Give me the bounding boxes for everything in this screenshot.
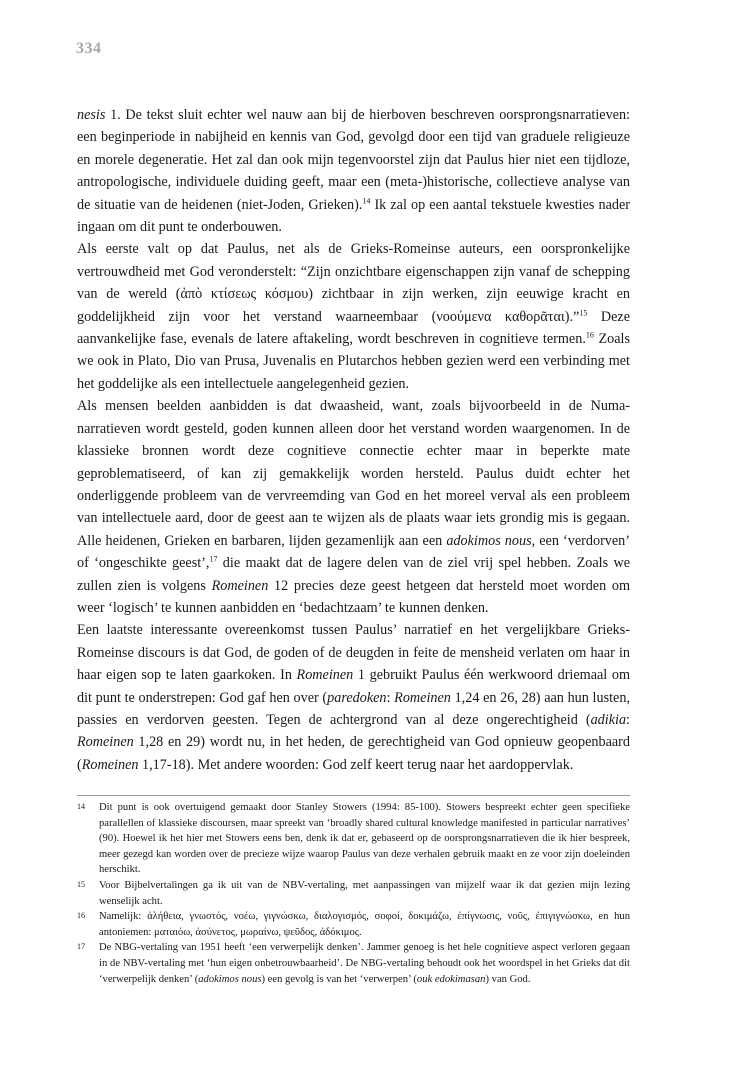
italic-text: Romeinen (394, 689, 451, 706)
text-run: 12 precies deze geest hetgeen dat hersteld moet worden om weer ‘logisch’ te kunnen aanbidden en ‘bedachtzaam’ te kunnen denken. (77, 577, 630, 616)
body-text (77, 104, 630, 776)
footnote-text (99, 878, 630, 909)
footnote-text (99, 909, 630, 940)
italic-text: Romeinen (81, 756, 139, 773)
italic-text: nesis (77, 107, 106, 123)
text-run: 1,17-18). Met andere woorden: God zelf keert terug naar het aardoppervlak. (138, 756, 574, 773)
italic-text: adokimos nous (446, 532, 532, 549)
paragraph (77, 395, 630, 619)
text-run: Als mensen beelden aanbidden is dat dwaasheid, want, zoals bijvoorbeeld in de Numa-narratieven wordt gesteld, goden kunnen alleen door het verstand worden waargenomen. In de klassieke bronnen wordt deze cognitieve connectie echter maar in beperkte mate geproblematiseerd, of kan zij gemakkelijk worden hersteld. Paulus duidt echter het onderliggende probleem van de vervreemding van God en het moreel verval als een probleem van intellectuele aard, door de geest aan te wijzen als de plaats waar iets grondig mis is gegaan. Alle heidenen, Grieken en barbaren, lijden gezamenlijk aan een (77, 398, 630, 549)
footnote-text (99, 800, 630, 878)
footnote-number: 14 (77, 802, 85, 811)
text-run: : (626, 711, 630, 728)
paragraph (77, 619, 630, 776)
footnote-number: 15 (77, 879, 85, 889)
italic-text: Romeinen (296, 667, 354, 684)
text-run: 1,24 en 26, 28) aan hun lusten, passies en verdorven geesten. Tegen de achtergrond van al deze ongerechtigheid ( (77, 689, 630, 728)
italic-text: ouk edokimasan (416, 973, 486, 985)
text-run: 1. De tekst sluit echter wel nauw aan bij de hierboven beschreven oorsprongsnarratieven: een beginperiode in nabijheid en kennis van God, gevolgd door een tijd van graduele religieuze en morele degeneratie. Het zal dan ook mijn tegenvoorstel zijn dat Paulus hier niet een tijdloze, antropologische, individuele duiding geeft, maar een (meta-)historische, collectieve analyse van de situatie van de heidenen (niet-Joden, Grieken). (77, 107, 630, 213)
text-run: Ik zal op een aantal tekstuele kwesties nader ingaan om dit punt te onderbouwen. (77, 196, 630, 236)
text-run: Zoals we ook in Plato, Dio van Prusa, Juvenalis en Plutarchos hebben gezien werd een verbinding met het goddelijke als een intellectuele aangelegenheid gezien. (77, 331, 630, 392)
text-run: 1 gebruikt Paulus één werkwoord driemaal om dit punt te onderstrepen: God gaf hen over ( (77, 667, 630, 706)
italic-text: Romeinen (211, 577, 269, 594)
italic-text: paredoken (327, 689, 387, 706)
footnote-number: 17 (77, 942, 85, 952)
footnote (77, 940, 630, 987)
text-run: Dit punt is ook overtuigend gemaakt door Stanley Stowers (1994: 85-100). Stowers bespreekt echter geen specifieke parallellen of klassieke discoursen, maar spreekt van ‘broadly shared cultural knowledge manifested in particular narratives’ (90). Hoewel ik het hier met Stowers eens ben, denk ik dat er, gebaseerd op de oorsprongsnarratieven die ik hier bespreek, meer gezegd kan worden over de precieze wijze waarop Paulus van deze verhalen gebruik maakt en ze voor zijn doeleinden herschikt. (99, 802, 630, 876)
text-run: Deze aanvankelijke fase, evenals de latere aftakeling, wordt beschreven in cognitieve termen. (77, 308, 630, 348)
text-run: : (386, 689, 395, 706)
footnote (77, 800, 630, 878)
paragraph (77, 104, 630, 238)
footnote-divider (77, 795, 630, 796)
text-run: Voor Bijbelvertalingen ga ik uit van de NBV-vertaling, met aanpassingen van mijzelf waar ik dat gezien mijn lezing wenselijk acht. (99, 879, 630, 907)
footnote-text (99, 940, 630, 987)
page-number: 334 (76, 40, 102, 57)
paragraph (77, 238, 630, 395)
text-run: Een laatste interessante overeenkomst tussen Paulus’ narratief en het vergelijkbare Grieks-Romeinse discours is dat God, de goden of de deugden in feite de mensheid verlaten om haar in haar eigen sop te laten gaarkoken. In (77, 622, 630, 684)
footnote-ref: 16 (585, 330, 594, 340)
text-run: Namelijk: ἀλήθεια, γνωστός, νοέω, γιγνώσκω, διαλογισμός, σοφοί, δοκιμάζω, ἐπίγνωσις, νοῦς, ἐπιγιγνώσκω, en hun antoniemen: ματαιόω, ἀσύνετος, μωραίνω, ψεῦδος, ἀδόκιμος. (99, 911, 630, 938)
text-run: 1,28 en 29) wordt nu, in het heden, de gerechtigheid van God opnieuw geopenbaard ( (77, 734, 630, 773)
italic-text: adokimos nous (198, 973, 262, 985)
footnote-ref: 15 (579, 307, 588, 317)
footnotes (77, 800, 630, 987)
footnote-ref: 17 (209, 554, 218, 564)
text-run: De NBG-vertaling van 1951 heeft ‘een verwerpelijk denken’. Jammer genoeg is het hele cognitieve aspect verloren gegaan in de NBV-vertaling met ‘hun eigen onbetrouwbaarheid’. De NBG-vertaling behoudt ook het woordspel in het Grieks dat dit ‘verwerpelijk denken’ ( (99, 942, 630, 985)
footnote (77, 878, 630, 909)
text-run: ) een gevolg is van het ‘verwerpen’ ( (261, 973, 417, 985)
text-run: ) van God. (485, 973, 531, 985)
italic-text: adikia (590, 711, 627, 728)
footnote-ref: 14 (362, 195, 371, 205)
text-run: die maakt dat de lagere delen van de ziel vrij spel hebben. Zoals we zullen zien is volgens (77, 555, 630, 594)
italic-text: Romeinen (77, 734, 134, 751)
text-run: Als eerste valt op dat Paulus, net als de Grieks-Romeinse auteurs, een oorspronkelijke vertrouwdheid met God veronderstelt: “Zijn onzichtbare eigenschappen zijn vanaf de schepping van de wereld (ἀπὸ κτίσεως κόσμου) zichtbaar in zijn werken, zijn eeuwige kracht en goddelijkheid zijn voor het verstand waarneembaar (νοούμενα καθορᾶται).” (77, 241, 630, 325)
text-run: , een ‘verdorven’ of ‘ongeschikte geest’, (77, 532, 630, 572)
footnote (77, 909, 630, 940)
footnote-number: 16 (77, 911, 85, 921)
